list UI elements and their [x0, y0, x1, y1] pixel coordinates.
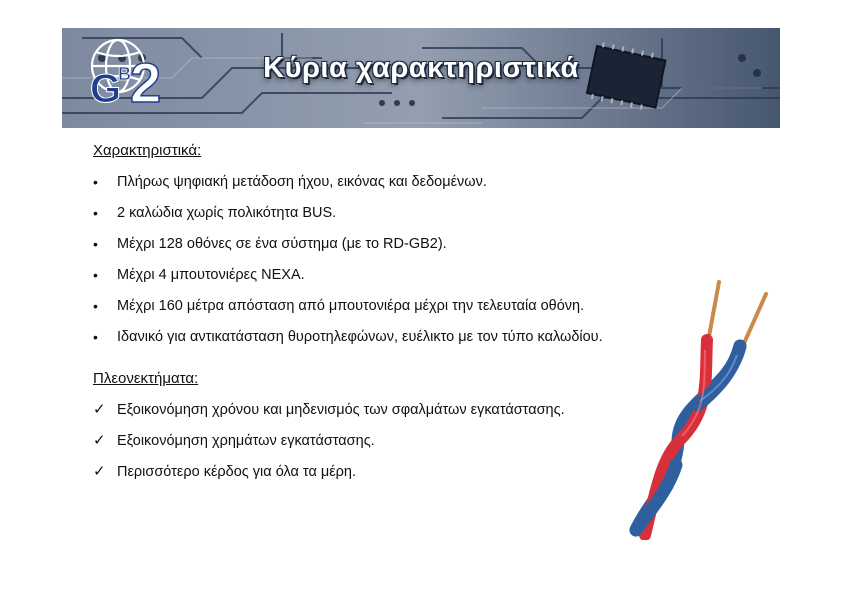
list-item: • Μέχρι 128 οθόνες σε ένα σύστημα (με το RD-GB2).	[93, 236, 447, 252]
gb2-logo	[84, 30, 176, 112]
bullet-icon: •	[93, 174, 98, 190]
advantages-list	[93, 400, 565, 493]
list-item: ✓ Εξοικονόμηση χρημάτων εγκατάστασης.	[93, 432, 375, 449]
svg-text:B: B	[118, 64, 131, 84]
advantages-heading: Πλεονεκτήματα:	[93, 370, 199, 387]
checkmark-icon: ✓	[93, 432, 106, 449]
twisted-cable-image	[620, 280, 780, 540]
list-item: • Μέχρι 4 μπουτονιέρες NEXA.	[93, 267, 305, 283]
page-title: Κύρια χαρακτηριστικά	[263, 52, 579, 84]
bullet-icon: •	[93, 298, 98, 314]
bullet-icon: •	[93, 205, 98, 221]
checkmark-icon: ✓	[93, 463, 106, 480]
list-item: • Πλήρως ψηφιακή μετάδοση ήχου, εικόνας και δεδομένων.	[93, 174, 487, 190]
list-item: ✓ Περισσότερο κέρδος για όλα τα μέρη.	[93, 463, 357, 480]
list-item: • Μέχρι 160 μέτρα απόσταση από μπουτονιέρα μέχρι την τελευταία οθόνη.	[93, 298, 585, 314]
features-heading: Χαρακτηριστικά:	[93, 142, 202, 159]
features-list	[93, 172, 603, 358]
checkmark-icon: ✓	[93, 401, 106, 418]
bullet-icon: •	[93, 267, 98, 283]
list-item: ✓ Εξοικονόμηση χρόνου και μηδενισμός των σφαλμάτων εγκατάστασης.	[93, 401, 565, 418]
bullet-icon: •	[93, 236, 98, 252]
svg-text:2: 2	[130, 51, 162, 112]
svg-text:G: G	[90, 67, 122, 111]
bullet-icon: •	[93, 329, 98, 345]
list-item: • 2 καλώδια χωρίς πολικότητα BUS.	[93, 205, 337, 221]
list-item: • Ιδανικό για αντικατάσταση θυροτηλεφώνων, ευέλικτο με τον τύπο καλωδίου.	[93, 329, 603, 345]
